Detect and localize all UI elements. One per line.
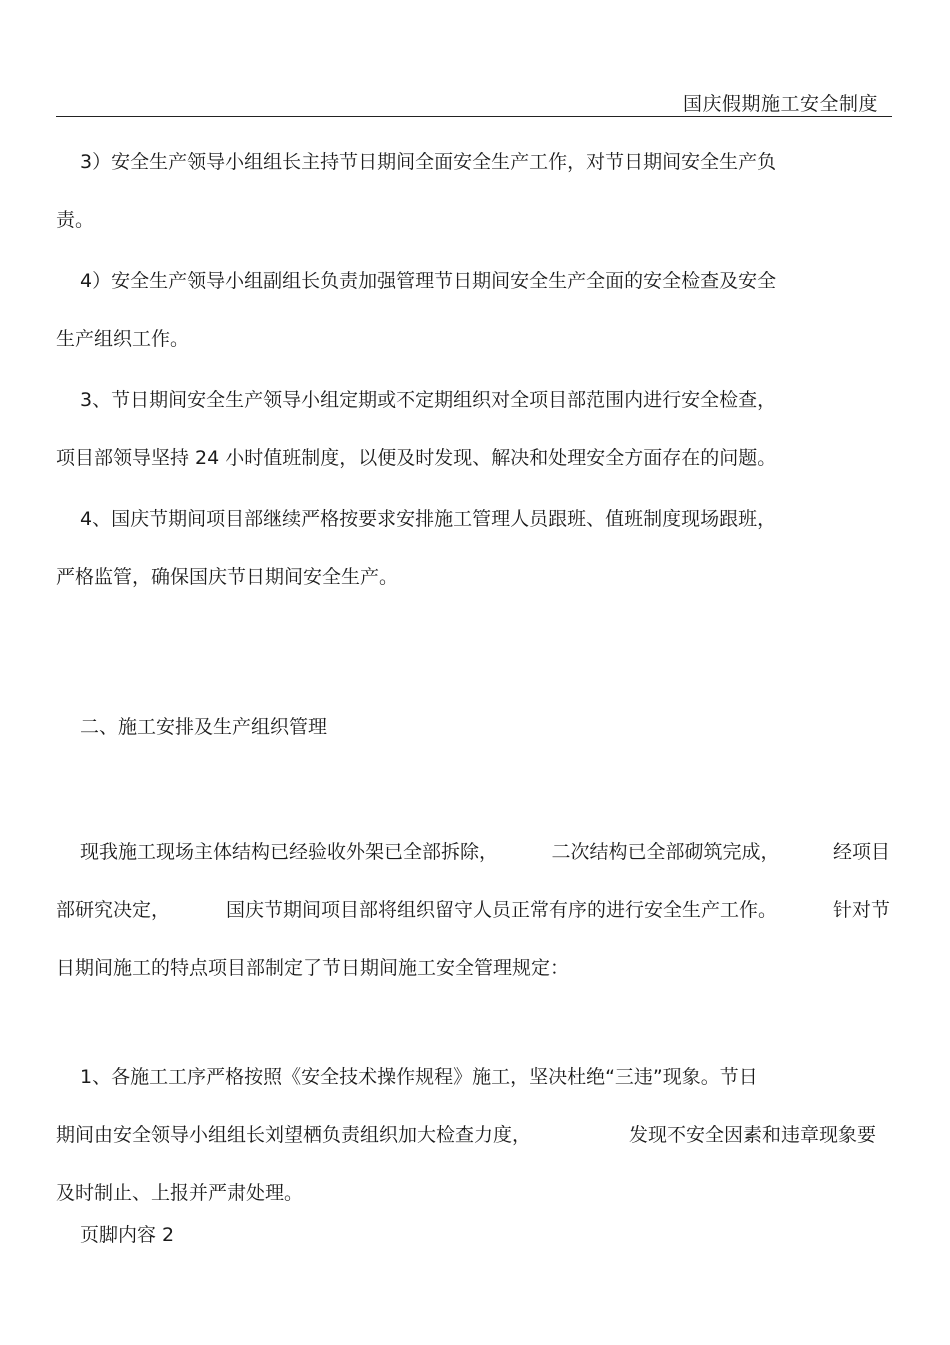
paragraph-line: 1、各施工工序严格按照《安全技术操作规程》施工，坚决杜绝“三违”现象。节日 [80, 1066, 758, 1088]
section-heading: 二、施工安排及生产组织管理 [80, 716, 328, 738]
paragraph-item-safety-check [56, 371, 894, 487]
paragraph-segment: 经项目 [832, 841, 890, 863]
page-footer: 页脚内容 2 [80, 1224, 175, 1246]
paragraph-line: 3）安全生产领导小组组长主持节日期间全面安全生产工作，对节日期间安全生产负 [80, 151, 777, 173]
paragraph-segment: 国庆节期间项目部将组织留守人员正常有序的进行安全生产工作。 [225, 899, 777, 921]
page-header [56, 86, 892, 117]
paragraph-line: 责。 [56, 209, 95, 231]
paragraph-line: 3、节日期间安全生产领导小组定期或不定期组织对全项目部范围内进行安全检查， [80, 389, 777, 411]
paragraph-segment: 部研究决定， [56, 899, 171, 921]
paragraph-line: 项目部领导坚持 24 小时值班制度，以便及时发现、解决和处理安全方面存在的问题。 [56, 447, 777, 469]
paragraph-line: 及时制止、上报并严肃处理。 [56, 1182, 304, 1204]
paragraph-segment: 二次结构已全部砌筑完成， [551, 841, 780, 863]
paragraph-line: 生产组织工作。 [56, 328, 190, 350]
paragraph-line: 日期间施工的特点项目部制定了节日期间施工安全管理规定： [56, 957, 570, 979]
paragraph-line: 4、国庆节期间项目部继续严格按要求安排施工管理人员跟班、值班制度现场跟班， [80, 508, 777, 530]
paragraph-line: 4）安全生产领导小组副组长负责加强管理节日期间安全生产全面的安全检查及安全 [80, 270, 777, 292]
paragraph-line: 严格监管，确保国庆节日期间安全生产。 [56, 566, 399, 588]
rule-item-1 [56, 1048, 894, 1222]
paragraph-item-4 [56, 252, 894, 368]
paragraph-segment: 针对节 [832, 899, 890, 921]
document-title: 国庆假期施工安全制度 [682, 93, 878, 115]
paragraph-segment: 现我施工现场主体结构已经验收外架已全部拆除， [80, 841, 499, 863]
paragraph-item-duty-shift [56, 490, 894, 606]
paragraph-segment: 发现不安全因素和违章现象要 [628, 1124, 876, 1146]
paragraph-segment: 期间由安全领导小组组长刘望栖负责组织加大检查力度， [56, 1124, 532, 1146]
paragraph-item-3 [56, 133, 894, 249]
section-intro-paragraph [56, 823, 894, 997]
